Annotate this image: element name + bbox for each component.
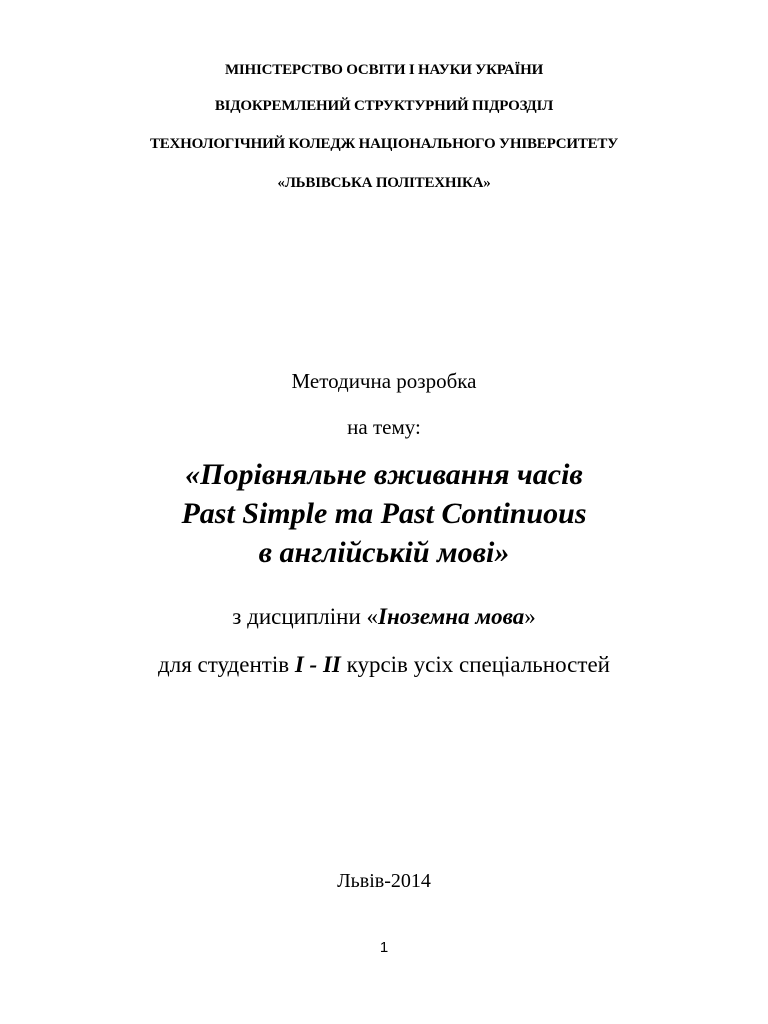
discipline-name: Іноземна мова xyxy=(378,604,525,629)
audience-courses: І - ІІ xyxy=(294,652,341,677)
university-line: «ЛЬВІВСЬКА ПОЛІТЕХНІКА» xyxy=(277,175,491,191)
discipline-line xyxy=(0,604,768,630)
ministry-line: МІНІСТЕРСТВО ОСВІТИ І НАУКИ УКРАЇНИ xyxy=(224,62,544,78)
college-line: ТЕХНОЛОГІЧНИЙ КОЛЕДЖ НАЦІОНАЛЬНОГО УНІВЕРСИТЕТУ xyxy=(149,136,619,152)
audience-line xyxy=(0,652,768,678)
audience-prefix: для студентів xyxy=(158,652,295,677)
topic-intro-line: на тему: xyxy=(347,415,421,439)
discipline-suffix: » xyxy=(524,604,536,629)
title-line-1: «Порівняльне вживання часів xyxy=(185,458,583,491)
city-year: Львів-2014 xyxy=(337,870,431,892)
discipline-prefix: з дисципліни « xyxy=(232,604,379,629)
subdivision-line: ВІДОКРЕМЛЕНИЙ СТРУКТУРНИЙ ПІДРОЗДІЛ xyxy=(214,98,554,114)
doc-type-line: Методична розробка xyxy=(291,369,477,393)
audience-suffix: курсів усіх спеціальностей xyxy=(340,652,610,677)
title-line-2: Past Simple та Past Continuous xyxy=(181,497,587,530)
page-number: 1 xyxy=(379,939,389,956)
title-line-3: в англійській мові» xyxy=(258,536,510,569)
